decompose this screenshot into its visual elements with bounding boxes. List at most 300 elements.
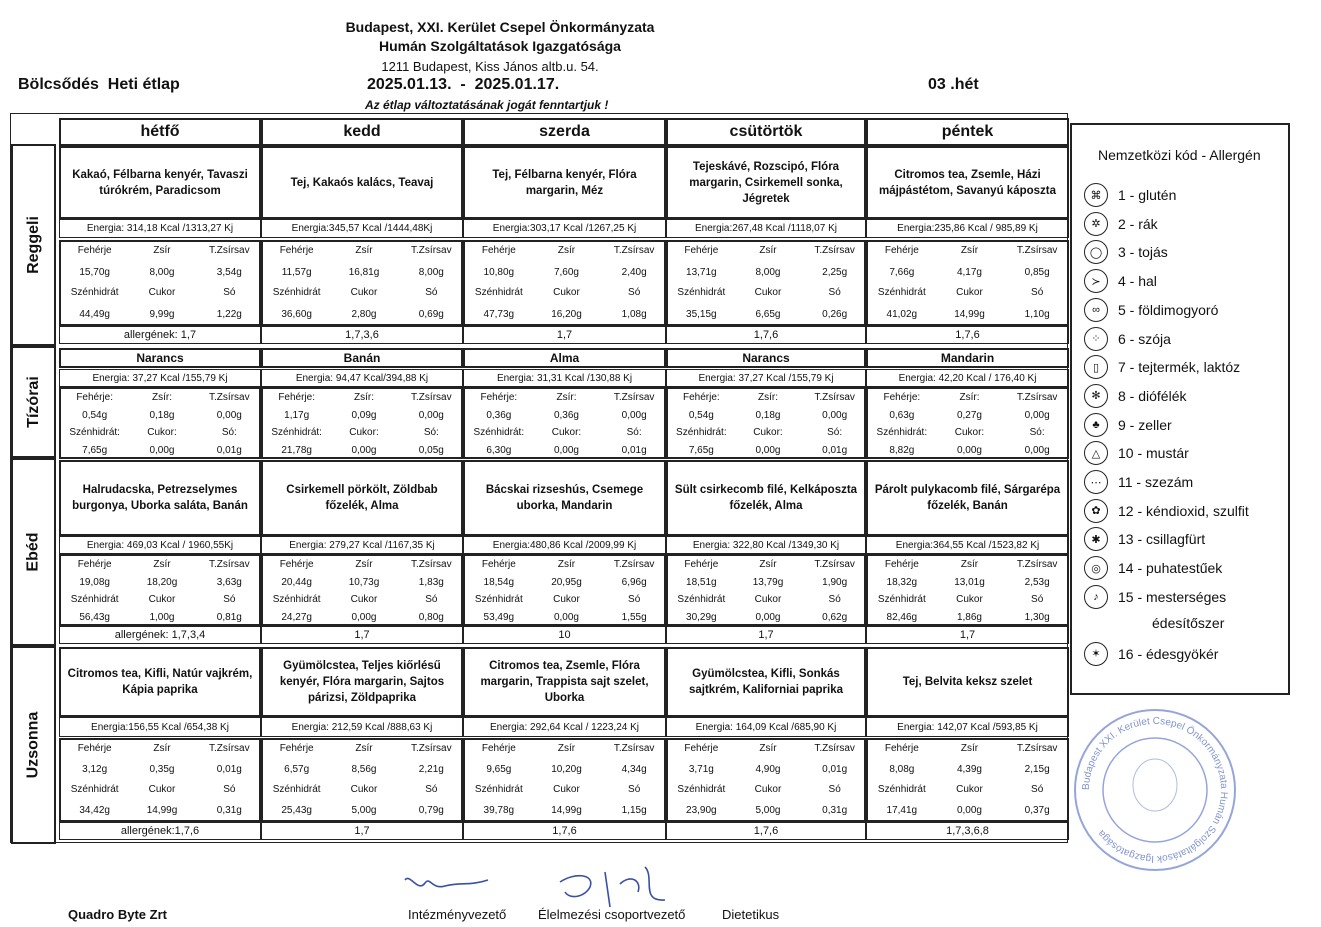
snack-fruit-2: Alma [463, 348, 666, 368]
lunch-energy-3: Energia: 322,80 Kcal /1349,30 Kj [666, 536, 866, 554]
breakfast-allergens-2: 1,7 [463, 326, 666, 344]
value-salt: 1,15g [621, 805, 647, 816]
label-carb: Szénhidrát [474, 287, 523, 298]
value-fat: 16,81g [348, 266, 380, 278]
ebed-nutrients-1 [261, 554, 463, 626]
label-fat: Zsír [153, 743, 171, 754]
legend-label: 6 - szója [1118, 330, 1171, 347]
reggeli-nutrients-4 [866, 240, 1069, 326]
label-protein: Fehérje [481, 743, 516, 754]
lunch-energy-4: Energia:364,55 Kcal /1523,82 Kj [866, 536, 1069, 554]
signer-role-2: Élelmezési csoportvezető [538, 907, 686, 922]
nut-icon: ✻ [1084, 384, 1108, 408]
breakfast-allergens-4: 1,7,6 [866, 326, 1069, 344]
value-protein: 18,32g [886, 577, 918, 588]
legend-item-10 [1084, 441, 1189, 465]
afternoon-allergens-0: allergének:1,7,6 [59, 822, 261, 840]
value-protein: 13,71g [686, 266, 717, 278]
label-protein: Fehérje [684, 743, 719, 754]
label-protein: Fehérje [684, 245, 719, 256]
mustard-icon: △ [1084, 441, 1108, 465]
wheat-icon: ⌘ [1084, 183, 1108, 207]
lunch-allergens-3: 1,7 [666, 626, 866, 644]
meal-label-text: Reggeli [24, 216, 42, 274]
legend-label: 1 - glutén [1118, 187, 1177, 203]
value-salt: 0,31g [822, 805, 848, 816]
value-sugar: 0,00g [149, 445, 175, 456]
snack-energy-2: Energia: 31,31 Kcal /130,88 Kj [463, 369, 666, 387]
label-salt: Só: [626, 427, 642, 438]
value-sugar: 2,80g [351, 308, 377, 320]
label-salt: Só: [423, 427, 439, 438]
value-sugar: 14,99g [954, 308, 985, 320]
legend-label: 4 - hal [1118, 273, 1157, 290]
breakfast-energy-4: Energia:235,86 Kcal / 985,89 Kj [866, 219, 1069, 238]
value-fat: 10,20g [551, 764, 582, 775]
label-carb: Szénhidrát [272, 784, 321, 795]
signer-role-1: Intézményvezető [408, 907, 507, 922]
value-fat: 0,35g [149, 764, 175, 775]
lupin-icon: ✱ [1084, 527, 1108, 551]
afternoon-energy-0: Energia:156,55 Kcal /654,38 Kj [59, 717, 261, 737]
value-satfat: 3,54g [216, 266, 242, 278]
legend-label: 5 - földimogyoró [1118, 301, 1219, 318]
value-sugar: 0,00g [351, 612, 377, 623]
value-carb: 21,78g [281, 445, 312, 456]
tizorai-nutrients-2 [463, 387, 666, 459]
legend-label: 14 - puhatestűek [1118, 560, 1223, 577]
legend-item-9 [1084, 413, 1172, 437]
afternoon-menu-0: Citromos tea, Kifli, Natúr vajkrém, Kápia paprika [59, 647, 261, 717]
legend-label: 13 - csillagfürt [1118, 531, 1206, 548]
tizorai-nutrients-4 [866, 387, 1069, 459]
value-salt: 1,30g [1024, 612, 1050, 623]
label-carb: Szénhidrát [70, 784, 119, 795]
snack-energy-3: Energia: 37,27 Kcal /155,79 Kj [666, 369, 866, 387]
label-satfat: T.Zsírsav [209, 392, 250, 403]
label-protein: Fehérje [884, 245, 919, 256]
page-title: Bölcsődés Heti étlap [18, 76, 180, 93]
value-sugar: 16,20g [551, 308, 582, 320]
value-fat: 0,36g [553, 410, 579, 421]
disclaimer: Az étlap változtatásának jogát fenntartjuk ! [365, 98, 609, 112]
label-salt: Só [828, 287, 841, 298]
milk-icon: ▯ [1084, 355, 1108, 379]
value-carb: 39,78g [483, 805, 515, 816]
lunch-allergens-4: 1,7 [866, 626, 1069, 644]
label-sugar: Cukor [350, 784, 378, 795]
reggeli-nutrients-2 [463, 240, 666, 326]
value-salt: 0,79g [418, 805, 444, 816]
label-fat: Zsír [960, 245, 979, 256]
value-sugar: 9,99g [149, 308, 175, 320]
label-carb: Szénhidrát [877, 784, 926, 795]
afternoon-energy-1: Energia: 212,59 Kcal /888,63 Kj [261, 717, 463, 737]
afternoon-allergens-2: 1,7,6 [463, 822, 666, 840]
label-carb: Szénhidrát: [271, 427, 322, 438]
label-carb: Szénhidrát [677, 287, 726, 298]
label-satfat: T.Zsírsav [814, 743, 855, 754]
legend-label: 15 - mesterséges [1118, 588, 1227, 605]
value-satfat: 2,21g [418, 764, 444, 775]
label-satfat: T.Zsírsav [411, 392, 452, 403]
value-carb: 30,29g [686, 612, 717, 623]
value-satfat: 3,63g [216, 577, 242, 588]
afternoon-menu-1: Gyümölcstea, Teljes kiőrlésű kenyér, Flóra margarin, Sajtos párizsi, Zöldpaprika [261, 647, 463, 717]
stamp-text: Budapest XXI. Kerület Csepel Önkormányzata Humán Szolgáltatások Igazgatósága [1080, 715, 1230, 865]
value-protein: 18,54g [483, 577, 515, 588]
value-satfat: 2,53g [1024, 577, 1050, 588]
legend-item-8 [1084, 384, 1186, 408]
value-protein: 18,51g [686, 577, 717, 588]
label-salt: Só [828, 594, 841, 605]
value-fat: 8,56g [351, 764, 377, 775]
tizorai-nutrients-0 [59, 387, 261, 459]
uzsonna-nutrients-0 [59, 738, 261, 822]
label-protein: Fehérje [279, 559, 314, 570]
label-carb: Szénhidrát [70, 594, 119, 605]
afternoon-energy-2: Energia: 292,64 Kcal / 1223,24 Kj [463, 717, 666, 737]
meal-label-text: Ebéd [24, 532, 42, 572]
value-salt: 0,01g [822, 445, 848, 456]
label-fat: Zsír: [757, 392, 778, 403]
lunch-menu-4: Párolt pulykacomb filé, Sárgarépa főzelék, Banán [866, 460, 1069, 536]
label-sugar: Cukor [148, 287, 176, 298]
label-satfat: T.Zsírsav [411, 245, 452, 256]
signer-role-3: Dietetikus [722, 907, 780, 922]
label-sugar: Cukor [553, 594, 580, 605]
label-protein: Fehérje: [278, 392, 315, 403]
label-protein: Fehérje [884, 559, 919, 570]
value-fat: 7,60g [553, 266, 579, 278]
label-carb: Szénhidrát: [676, 427, 727, 438]
breakfast-menu-3: Tejeskávé, Rozscipó, Flóra margarin, Csirkemell sonka, Jégretek [666, 146, 866, 219]
tizorai-nutrients-1 [261, 387, 463, 459]
label-carb: Szénhidrát [70, 287, 119, 298]
legend-label: 2 - rák [1118, 215, 1158, 232]
snack-fruit-4: Mandarin [866, 348, 1069, 368]
value-sugar: 1,86g [956, 612, 982, 623]
ebed-nutrients-4 [866, 554, 1069, 626]
ebed-nutrients-3 [666, 554, 866, 626]
legend-label: 8 - diófélék [1118, 387, 1187, 404]
value-sugar: 5,00g [351, 805, 377, 816]
afternoon-energy-4: Energia: 142,07 Kcal /593,85 Kj [866, 717, 1069, 737]
label-salt: Só [223, 594, 236, 605]
meal-label-text: Uzsonna [24, 711, 42, 779]
label-carb: Szénhidrát [877, 287, 926, 298]
value-fat: 0,09g [351, 410, 377, 421]
label-satfat: T.Zsírsav [1016, 743, 1058, 754]
value-carb: 44,49g [79, 308, 110, 320]
value-sugar: 0,00g [755, 612, 781, 623]
value-fat: 8,00g [755, 266, 781, 278]
snack-fruit-0: Narancs [59, 348, 261, 368]
value-satfat: 0,01g [216, 764, 242, 775]
value-satfat: 0,00g [216, 410, 242, 421]
afternoon-menu-4: Tej, Belvita keksz szelet [866, 647, 1069, 717]
peanut-icon: ∞ [1084, 298, 1108, 322]
value-salt: 1,55g [621, 612, 647, 623]
label-carb: Szénhidrát: [473, 427, 525, 438]
label-protein: Fehérje [77, 559, 112, 570]
day-header-3: csütörtök [666, 118, 866, 146]
label-sugar: Cukor [956, 594, 983, 605]
label-carb: Szénhidrát [677, 594, 726, 605]
label-carb: Szénhidrát [272, 594, 321, 605]
label-sugar: Cukor: [551, 427, 582, 438]
value-protein: 3,12g [82, 764, 108, 775]
legend-item-6 [1084, 327, 1171, 351]
legend-label: 12 - kéndioxid, szulfit [1118, 502, 1249, 519]
meal-label-text: Tízórai [24, 376, 42, 428]
legend-label: 9 - zeller [1118, 416, 1172, 433]
snack-fruit-3: Narancs [666, 348, 866, 368]
lunch-menu-2: Bácskai rizseshús, Csemege uborka, Mandarin [463, 460, 666, 536]
value-carb: 34,42g [79, 805, 110, 816]
value-protein: 9,65g [486, 764, 512, 775]
value-protein: 15,70g [79, 266, 110, 278]
value-fat: 4,17g [956, 266, 982, 278]
value-fat: 10,73g [348, 577, 380, 588]
tizorai-nutrients-3 [666, 387, 866, 459]
label-fat: Zsír [153, 245, 171, 256]
uzsonna-nutrients-3 [666, 738, 866, 822]
label-protein: Fehérje [481, 559, 516, 570]
snack-fruit-1: Banán [261, 348, 463, 368]
fish-icon: ≻ [1084, 269, 1108, 293]
allergen-legend [1070, 123, 1290, 695]
label-sugar: Cukor: [147, 427, 177, 438]
label-fat: Zsír [557, 559, 576, 570]
label-fat: Zsír [355, 245, 373, 256]
value-salt: 0,62g [822, 612, 848, 623]
label-protein: Fehérje [279, 245, 314, 256]
snack-energy-1: Energia: 94,47 Kcal/394,88 Kj [261, 369, 463, 387]
label-satfat: T.Zsírsav [411, 559, 452, 570]
label-fat: Zsír: [959, 392, 980, 403]
breakfast-allergens-0: allergének: 1,7 [59, 326, 261, 344]
day-header-1: kedd [261, 118, 463, 146]
value-protein: 20,44g [281, 577, 312, 588]
lunch-menu-1: Csirkemell pörkölt, Zöldbab főzelék, Alma [261, 460, 463, 536]
legend-item-1 [1084, 183, 1176, 207]
value-satfat: 0,00g [621, 410, 647, 421]
afternoon-allergens-1: 1,7 [261, 822, 463, 840]
uzsonna-nutrients-4 [866, 738, 1069, 822]
lunch-energy-1: Energia: 279,27 Kcal /1167,35 Kj [261, 536, 463, 554]
value-protein: 0,54g [688, 410, 714, 421]
label-fat: Zsír [759, 743, 777, 754]
meal-label-3 [11, 646, 56, 844]
label-fat: Zsír [557, 743, 576, 754]
breakfast-allergens-1: 1,7,3,6 [261, 326, 463, 344]
value-salt: 0,00g [1024, 445, 1050, 456]
snack-energy-4: Energia: 42,20 Kcal / 176,40 Kj [866, 369, 1069, 387]
value-carb: 47,73g [483, 308, 515, 320]
label-protein: Fehérje [884, 743, 919, 754]
label-fat: Zsír [960, 559, 979, 570]
label-satfat: T.Zsírsav [209, 743, 250, 754]
value-salt: 0,01g [216, 445, 242, 456]
afternoon-menu-2: Citromos tea, Zsemle, Flóra margarin, Trappista sajt szelet, Uborka [463, 647, 666, 717]
value-carb: 6,30g [486, 445, 512, 456]
value-protein: 8,08g [889, 764, 915, 775]
label-protein: Fehérje: [76, 392, 113, 403]
value-fat: 13,79g [752, 577, 784, 588]
breakfast-energy-0: Energia: 314,18 Kcal /1313,27 Kj [59, 219, 261, 238]
label-sugar: Cukor: [753, 427, 783, 438]
legend-item-15 [1084, 585, 1226, 609]
value-satfat: 8,00g [418, 266, 444, 278]
label-salt: Só: [1029, 427, 1045, 438]
value-salt: 1,10g [1024, 308, 1050, 320]
week-dates: 2025.01.13. - 2025.01.17. [367, 76, 560, 93]
legend-label: 3 - tojás [1118, 244, 1168, 261]
value-carb: 7,65g [82, 445, 108, 456]
value-protein: 6,57g [284, 764, 310, 775]
label-fat: Zsír [355, 559, 373, 570]
breakfast-allergens-3: 1,7,6 [666, 326, 866, 344]
label-sugar: Cukor [148, 594, 176, 605]
label-salt: Só [425, 594, 438, 605]
value-protein: 19,08g [79, 577, 110, 588]
label-salt: Só [223, 784, 236, 795]
licorice-icon: ✶ [1084, 642, 1108, 666]
label-sugar: Cukor [754, 784, 782, 795]
label-carb: Szénhidrát [474, 784, 523, 795]
label-satfat: T.Zsírsav [613, 245, 655, 256]
label-carb: Szénhidrát [677, 784, 726, 795]
label-carb: Szénhidrát [272, 287, 321, 298]
label-salt: Só: [827, 427, 843, 438]
value-fat: 0,18g [149, 410, 175, 421]
label-salt: Só [628, 287, 641, 298]
soy-icon: ⁘ [1084, 327, 1108, 351]
legend-item-14 [1084, 556, 1222, 580]
sweetener-icon: ♪ [1084, 585, 1108, 609]
value-fat: 18,20g [146, 577, 178, 588]
day-header-2: szerda [463, 118, 666, 146]
value-satfat: 4,34g [621, 764, 647, 775]
afternoon-energy-3: Energia: 164,09 Kcal /685,90 Kj [666, 717, 866, 737]
legend-item-11 [1084, 470, 1193, 494]
label-sugar: Cukor [148, 784, 176, 795]
value-carb: 41,02g [886, 308, 918, 320]
afternoon-allergens-4: 1,7,3,6,8 [866, 822, 1069, 840]
value-satfat: 0,00g [1024, 410, 1050, 421]
label-satfat: T.Zsírsav [1016, 245, 1058, 256]
label-fat: Zsír: [353, 392, 374, 403]
value-fat: 0,18g [755, 410, 781, 421]
legend-item-2 [1084, 212, 1158, 236]
label-protein: Fehérje [77, 743, 112, 754]
value-fat: 4,90g [755, 764, 781, 775]
value-carb: 8,82g [889, 445, 915, 456]
label-carb: Szénhidrát [474, 594, 523, 605]
value-protein: 0,54g [82, 410, 108, 421]
legend-item-3 [1084, 240, 1168, 264]
value-salt: 0,69g [418, 308, 444, 320]
reggeli-nutrients-1 [261, 240, 463, 326]
value-satfat: 0,00g [418, 410, 444, 421]
value-sugar: 14,99g [146, 805, 178, 816]
label-protein: Fehérje: [883, 392, 921, 403]
value-satfat: 2,25g [822, 266, 848, 278]
label-salt: Só [1031, 784, 1044, 795]
value-carb: 56,43g [79, 612, 110, 623]
label-fat: Zsír [557, 245, 576, 256]
afternoon-menu-3: Gyümölcstea, Kifli, Sonkás sajtkrém, Kaliforniai paprika [666, 647, 866, 717]
lunch-menu-3: Sült csirkecomb filé, Kelkáposzta főzelék, Alma [666, 460, 866, 536]
value-satfat: 0,01g [822, 764, 848, 775]
value-carb: 23,90g [686, 805, 717, 816]
label-satfat: T.Zsírsav [814, 392, 855, 403]
snack-energy-0: Energia: 37,27 Kcal /155,79 Kj [59, 369, 261, 387]
label-fat: Zsír [355, 743, 373, 754]
legend-label: 11 - szezám [1118, 474, 1194, 490]
sulfite-icon: ✿ [1084, 499, 1108, 523]
value-protein: 0,63g [889, 410, 915, 421]
lunch-allergens-2: 10 [463, 626, 666, 644]
egg-icon: ◯ [1084, 240, 1108, 264]
value-sugar: 0,00g [553, 612, 579, 623]
legend-item-15-continued: édesítőszer [1152, 615, 1225, 631]
value-protein: 0,36g [486, 410, 512, 421]
value-sugar: 0,00g [755, 445, 781, 456]
breakfast-menu-2: Tej, Félbarna kenyér, Flóra margarin, Méz [463, 146, 666, 219]
value-salt: 0,05g [418, 445, 444, 456]
breakfast-menu-1: Tej, Kakaós kalács, Teavaj [261, 146, 463, 219]
value-sugar: 14,99g [551, 805, 582, 816]
breakfast-energy-1: Energia:345,57 Kcal /1444,48Kj [261, 219, 463, 238]
value-carb: 7,65g [688, 445, 714, 456]
reggeli-nutrients-0 [59, 240, 261, 326]
label-fat: Zsír [153, 559, 171, 570]
value-fat: 0,27g [956, 410, 982, 421]
day-header-4: péntek [866, 118, 1069, 146]
label-sugar: Cukor [956, 287, 983, 298]
label-sugar: Cukor [350, 287, 378, 298]
afternoon-allergens-3: 1,7,6 [666, 822, 866, 840]
value-protein: 11,57g [281, 266, 312, 278]
value-salt: 1,08g [621, 308, 647, 320]
legend-item-13 [1084, 527, 1205, 551]
value-satfat: 0,00g [822, 410, 848, 421]
label-salt: Só [223, 287, 236, 298]
label-satfat: T.Zsírsav [1016, 559, 1058, 570]
value-fat: 8,00g [149, 266, 175, 278]
header-line2: Humán Szolgáltatások Igazgatósága [379, 38, 621, 54]
label-satfat: T.Zsírsav [1016, 392, 1058, 403]
lunch-menu-0: Halrudacska, Petrezselymes burgonya, Uborka saláta, Banán [59, 460, 261, 536]
value-salt: 0,26g [822, 308, 848, 320]
meal-label-2 [11, 458, 56, 646]
label-satfat: T.Zsírsav [613, 743, 655, 754]
label-sugar: Cukor [754, 287, 782, 298]
legend-item-5 [1084, 298, 1218, 322]
value-carb: 25,43g [281, 805, 312, 816]
value-carb: 53,49g [483, 612, 515, 623]
week-number: 03 .hét [928, 76, 979, 93]
label-salt: Só: [221, 427, 237, 438]
value-sugar: 0,00g [553, 445, 579, 456]
label-satfat: T.Zsírsav [209, 245, 250, 256]
lunch-energy-2: Energia:480,86 Kcal /2009,99 Kj [463, 536, 666, 554]
label-carb: Szénhidrát: [876, 427, 928, 438]
label-protein: Fehérje: [682, 392, 720, 403]
label-salt: Só [828, 784, 841, 795]
